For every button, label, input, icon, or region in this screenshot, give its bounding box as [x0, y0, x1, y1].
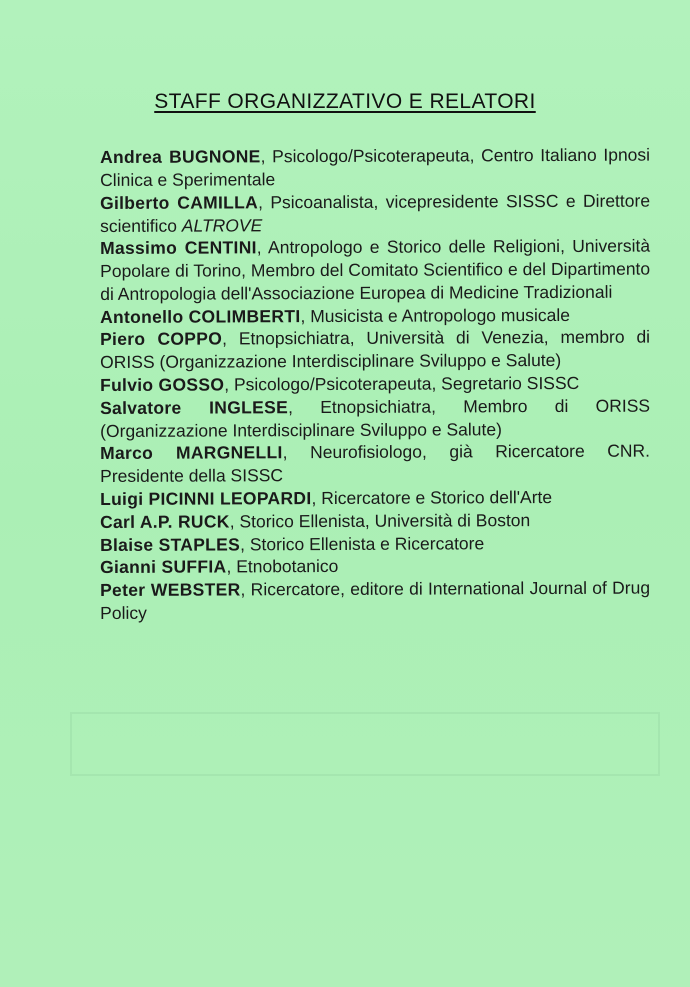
speaker-name: Gilberto CAMILLA: [100, 191, 259, 213]
speaker-name: Piero COPPO: [100, 328, 223, 350]
speaker-name: Carl A.P. RUCK: [100, 511, 230, 532]
bleed-through-box: [70, 712, 660, 776]
speaker-entry: [100, 577, 650, 625]
speaker-list: [100, 146, 650, 625]
speaker-name: Blaise STAPLES: [100, 533, 241, 555]
speaker-description: , Psicoanalista, vicepresidente SISSC e Direttore scientifico: [100, 190, 651, 236]
speaker-entry: [100, 531, 650, 556]
speaker-name: Massimo CENTINI: [100, 237, 257, 259]
speaker-description: , Neurofisiologo, già Ricercatore CNR. Presidente della SISSC: [100, 440, 651, 487]
speaker-entry: [100, 189, 650, 237]
speaker-description: , Musicista e Antropologo musicale: [300, 304, 570, 326]
speaker-description: , Storico Ellenista, Università di Boston: [229, 509, 531, 532]
speaker-description: , Psicologo/Psicoterapeuta, Segretario SISSC: [224, 372, 580, 395]
speaker-name: Salvatore INGLESE: [100, 396, 289, 418]
speaker-description: , Ricercatore e Storico dell'Arte: [311, 486, 553, 509]
speaker-entry: [100, 326, 650, 374]
page-title: STAFF ORGANIZZATIVO E RELATORI: [154, 90, 536, 113]
speaker-entry: [100, 235, 650, 306]
speaker-name: Gianni SUFFIA: [100, 556, 227, 578]
speaker-entry: [100, 508, 650, 533]
speaker-name: Luigi PICINNI LEOPARDI: [100, 488, 312, 509]
speaker-description: , Ricercatore, editore di International Journal of Drug Policy: [100, 577, 651, 623]
speaker-entry: [100, 144, 650, 192]
speaker-name: Fulvio GOSSO: [100, 374, 225, 395]
speaker-description: , Psicologo/Psicoterapeuta, Centro Italiano Ipnosi Clinica e Sperimentale: [100, 144, 651, 190]
speaker-description: , Storico Ellenista e Ricercatore: [240, 532, 485, 554]
speaker-description: , Etnopsichiatra, Università di Venezia, membro di ORISS (Organizzazione Interdisciplinare Sviluppo e Salute): [100, 326, 651, 373]
speaker-entry: [100, 303, 650, 328]
speaker-name: Marco MARGNELLI: [100, 442, 283, 464]
speaker-description: , Etnobotanico: [226, 556, 339, 577]
speaker-entry: [100, 554, 650, 579]
speaker-name: Andrea BUGNONE: [100, 146, 261, 167]
speaker-entry: [100, 372, 650, 397]
speaker-entry: [100, 486, 650, 511]
speaker-description: , Etnopsichiatra, Membro di ORISS (Organizzazione Interdisciplinare Sviluppo e Salute): [100, 395, 651, 441]
magazine-title: ALTROVE: [181, 214, 263, 236]
speaker-description: , Antropologo e Storico delle Religioni, Università Popolare di Torino, Membro del Comitato Scientifico e del Dipartimento di Antropologia dell'Associazione Europea di Medicine Tradizionali: [100, 235, 651, 304]
speaker-name: Peter WEBSTER: [100, 579, 241, 601]
speaker-name: Antonello COLIMBERTI: [100, 305, 301, 327]
speaker-entry: [100, 394, 650, 442]
speaker-entry: [100, 440, 650, 488]
